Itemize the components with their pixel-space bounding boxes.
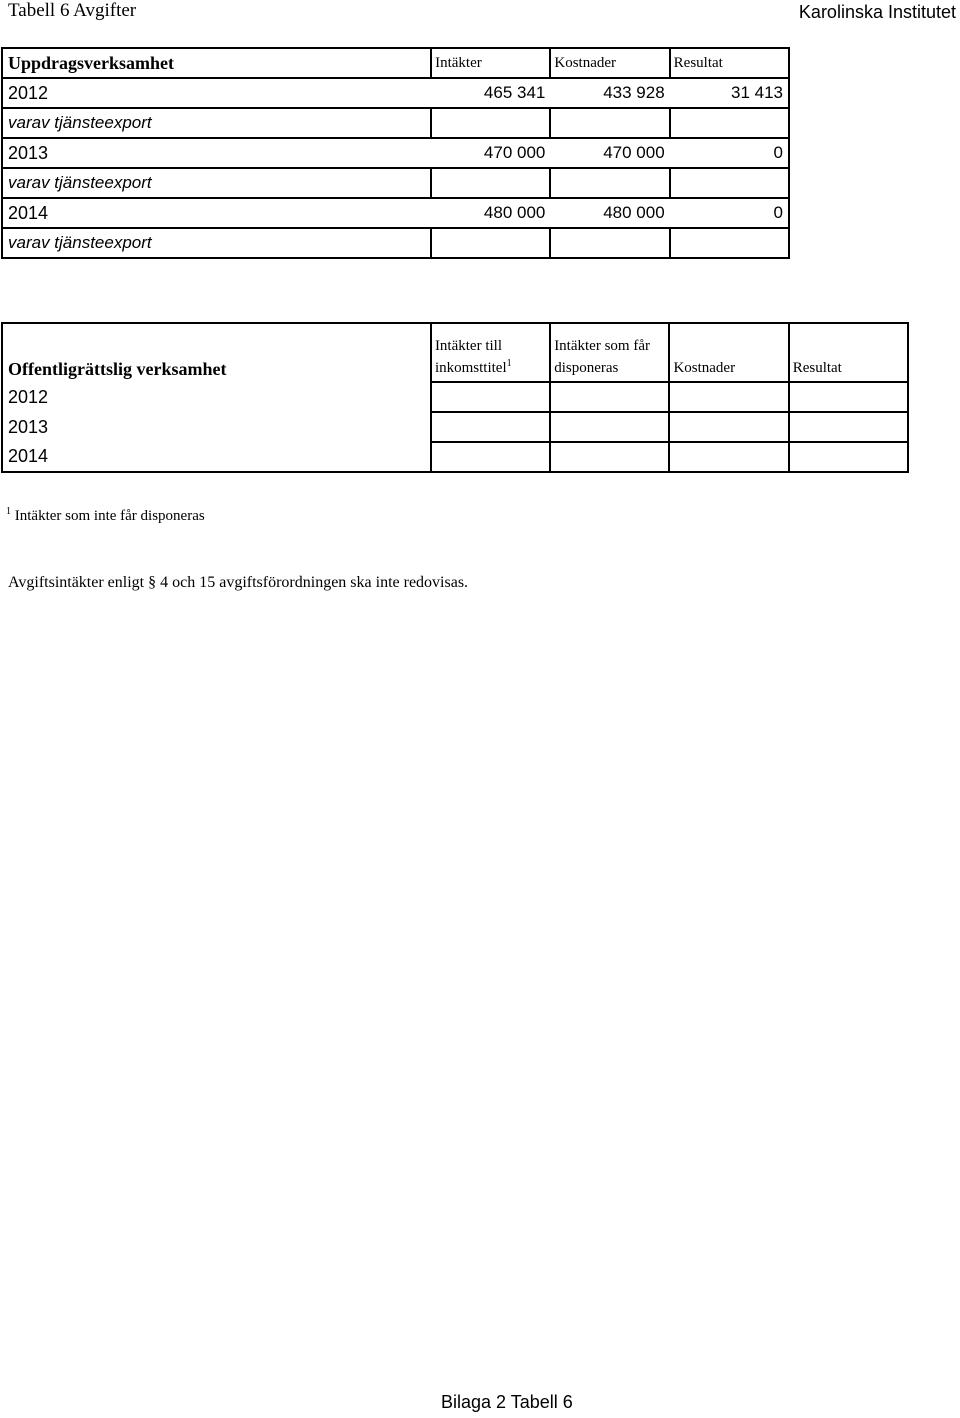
cell-empty xyxy=(431,108,550,138)
row-year: 2012 xyxy=(8,386,49,407)
cell-empty xyxy=(669,412,788,442)
cell-intakter: 465 341 xyxy=(431,78,550,108)
col-header-line: disponeras xyxy=(554,360,619,376)
row-sub-label: varav tjänsteexport xyxy=(2,168,431,198)
cell-empty xyxy=(670,168,789,198)
table-row xyxy=(2,228,789,258)
cell-resultat: 31 413 xyxy=(670,78,789,108)
cell-kostnader: 480 000 xyxy=(550,198,669,228)
row-sub-label: varav tjänsteexport xyxy=(2,108,431,138)
row-year: 2013 xyxy=(8,416,49,437)
cell-empty xyxy=(550,382,669,412)
row-year: 2012 xyxy=(2,78,431,108)
cell-empty xyxy=(550,442,669,472)
col-header-intakter: Intäkter xyxy=(431,48,550,78)
cell-empty xyxy=(550,412,669,442)
cell-kostnader: 433 928 xyxy=(550,78,669,108)
cell-kostnader: 470 000 xyxy=(550,138,669,168)
offentlig-heading: Offentligrättslig verksamhet xyxy=(8,359,227,379)
cell-intakter: 480 000 xyxy=(431,198,550,228)
remark-text: Avgiftsintäkter enligt § 4 och 15 avgiftsförordningen ska inte redovisas. xyxy=(8,574,469,591)
footnote xyxy=(6,508,205,525)
table-row xyxy=(2,108,789,138)
table-row xyxy=(2,442,908,472)
cell-intakter: 470 000 xyxy=(431,138,550,168)
cell-empty xyxy=(669,382,788,412)
table-header-row xyxy=(2,323,908,382)
cell-empty xyxy=(550,168,669,198)
row-year: 2013 xyxy=(2,138,431,168)
table-row xyxy=(2,168,789,198)
cell-empty xyxy=(670,228,789,258)
footnote-marker: 1 xyxy=(6,506,11,517)
col-header-line: Intäkter till xyxy=(434,338,502,354)
row-year: 2014 xyxy=(8,446,49,466)
row-year: 2014 xyxy=(2,198,431,228)
col-header-kostnader: Kostnader xyxy=(550,48,669,78)
table-row xyxy=(2,382,908,412)
cell-empty xyxy=(431,382,550,412)
document-title: Tabell 6 Avgifter xyxy=(8,0,137,21)
cell-resultat: 0 xyxy=(670,138,789,168)
offentligrattslig-table xyxy=(1,322,909,473)
col-header-kostnader: Kostnader xyxy=(669,323,788,382)
page-footer: Bilaga 2 Tabell 6 xyxy=(441,1392,573,1412)
table-row xyxy=(2,138,789,168)
cell-empty xyxy=(670,108,789,138)
footnote-text: Intäkter som inte får disponeras xyxy=(11,508,205,524)
cell-empty xyxy=(431,228,550,258)
table-row xyxy=(2,412,908,442)
cell-empty xyxy=(550,228,669,258)
cell-empty xyxy=(789,442,908,472)
organization-name: Karolinska Institutet xyxy=(798,2,956,22)
uppdrag-heading: Uppdragsverksamhet xyxy=(8,52,175,73)
col-header-line: inkomsttitel xyxy=(434,360,507,376)
table-row xyxy=(2,78,789,108)
cell-empty xyxy=(669,442,788,472)
cell-resultat: 0 xyxy=(670,198,789,228)
cell-empty xyxy=(431,442,550,472)
cell-empty xyxy=(431,412,550,442)
cell-empty xyxy=(431,168,550,198)
table-row xyxy=(2,198,789,228)
uppdragsverksamhet-table xyxy=(1,47,790,259)
col-header-resultat: Resultat xyxy=(670,48,789,78)
cell-empty xyxy=(789,382,908,412)
col-header-intakter-inkomsttitel xyxy=(431,323,550,382)
col-header-intakter-disponeras xyxy=(550,323,669,382)
col-header-line: Intäkter som får xyxy=(554,338,650,354)
col-header-resultat: Resultat xyxy=(789,323,908,382)
table-header-row xyxy=(2,48,789,78)
footnote-marker: 1 xyxy=(506,358,512,369)
cell-empty xyxy=(550,108,669,138)
row-sub-label: varav tjänsteexport xyxy=(2,228,431,258)
cell-empty xyxy=(789,412,908,442)
